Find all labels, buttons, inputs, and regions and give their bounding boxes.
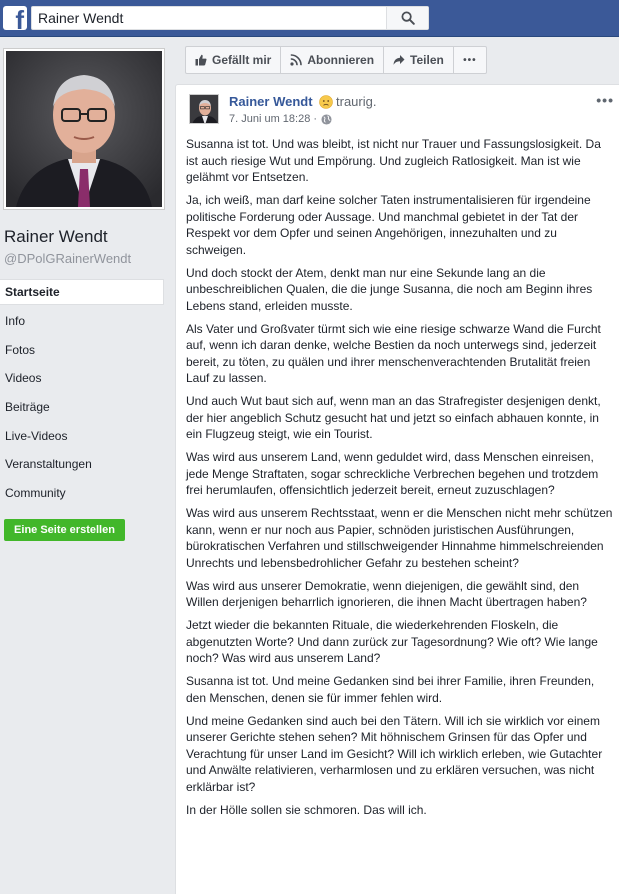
post-card: [175, 84, 619, 894]
share-arrow-icon: [393, 54, 405, 66]
post-paragraph: Susanna ist tot. Und meine Gedanken sind bei ihrer Familie, ihren Freunden, den Menschen, denen sie für immer fehlen wird.: [186, 674, 595, 705]
sidebar-item-veranstaltungen[interactable]: Veranstaltungen: [5, 457, 92, 472]
subscribe-button[interactable]: [280, 46, 384, 74]
post-meta: [229, 113, 332, 125]
profile-photo-image: [6, 51, 162, 207]
post-paragraph: Was wird aus unserem Rechtsstaat, wenn er die Menschen nicht mehr schützen kann, wenn er nur noch aus Papier, schnöden juristischen Ausführungen, bürokratischen Verfahren und stillschweigender Hinnahme himmelschreienden Unrechts und lebensbedrohlicher Gefahr zu bestehen scheint?: [186, 506, 613, 570]
globe-icon[interactable]: [321, 114, 332, 125]
post-paragraph: Susanna ist tot. Und was bleibt, ist nicht nur Trauer und Fassungslosigkeit. Da ist auch riesige Wut und Empörung. Und zugleich Ratlosigkeit. Man ist wie gelähmt vor Entsetzen.: [186, 137, 601, 184]
sidebar-item-live-videos[interactable]: Live-Videos: [5, 428, 68, 443]
facebook-logo-letter: f: [15, 5, 24, 35]
post-paragraph: Und doch stockt der Atem, denkt man nur eine Sekunde lang an die unbeschreiblichen Qualen, die die junge Susanna, die noch am Beginn ihres Lebens stand, erleiden musste.: [186, 265, 593, 313]
search-input[interactable]: [32, 7, 387, 29]
post-author-name[interactable]: Rainer Wendt: [229, 94, 313, 109]
post-paragraph: Was wird aus unserer Demokratie, wenn diejenigen, die gewählt sind, den Willen derjenigen beharrlich ignorieren, die ihnen Macht übertragen haben?: [186, 578, 587, 609]
sidebar-item-startseite[interactable]: Startseite: [0, 279, 164, 305]
sidebar-item-beitraege[interactable]: Beiträge: [5, 400, 50, 415]
post-paragraph: Und meine Gedanken sind auch bei den Tätern. Will ich sie wirklich vor einem unserer Gerichte stehen sehen? Mit höhnischem Grinsen für das Opfer und Verachtung für unser Land im Gesicht? Will ich wirklich erleben, wie Gutachter und Anwälte relativieren, verharmlosen und zu erklären versuchen, was nicht erklärbar ist?: [186, 713, 603, 794]
left-navigation: [0, 279, 164, 508]
post-feeling: [319, 94, 376, 109]
sad-face-icon: [319, 95, 333, 109]
sidebar-item-videos[interactable]: Videos: [5, 371, 42, 386]
search-icon: [401, 11, 415, 25]
post-paragraph: Und auch Wut baut sich auf, wenn man an das Strafregister desjenigen denkt, der hier angeblich Schutz gesucht hat und jetzt so einfach abhauen konnte, in ein Flugzeug steigt, wie ein Tourist.: [186, 394, 601, 441]
post-paragraph: In der Hölle sollen sie schmoren. Das will ich.: [186, 802, 427, 817]
page-action-bar: [185, 46, 486, 74]
like-page-label: Gefällt mir: [212, 53, 272, 67]
feeling-label: traurig.: [336, 94, 377, 109]
facebook-logo-icon[interactable]: [3, 5, 27, 35]
thumbs-up-icon: [195, 54, 207, 66]
post-author-avatar[interactable]: [189, 94, 219, 124]
post-paragraph: Ja, ich weiß, man darf keine solcher Taten instrumentalisieren für irgendeine politische Forderung oder Aussage. Und manchmal gebietet in der Tat der Respekt vor dem Opfer und seinen Angehörigen, innezuhalten und zu schweigen.: [186, 193, 591, 257]
profile-picture[interactable]: [3, 48, 165, 210]
sidebar-item-community[interactable]: Community: [5, 486, 66, 501]
post-paragraph: Was wird aus unserem Land, wenn geduldet wird, dass Menschen einreisen, jede Menge Straftaten, sogar schreckliche Verbrechen begehen und trotzdem frei herumlaufen, offensichtlich jederzeit bereit, erneut zuzuschlagen?: [186, 450, 599, 497]
rss-icon: [290, 54, 302, 66]
more-options-label: •••: [463, 54, 477, 66]
post-body: [186, 136, 614, 825]
search-box: [31, 6, 429, 30]
more-options-button[interactable]: [453, 46, 487, 74]
page-handle[interactable]: @DPolGRainerWendt: [4, 251, 132, 266]
like-page-button[interactable]: [185, 46, 281, 74]
left-column: [0, 37, 175, 894]
create-page-button[interactable]: Eine Seite erstellen: [4, 519, 125, 541]
post-paragraph: Als Vater und Großvater türmt sich wie eine riesige schwarze Wand die Furcht auf, wenn ich daran denke, welche Bestien da noch unterwegs sind, jederzeit bereit, zu töten, zu quälen und ihrer menschenverachtenden Brutalität freien Lauf zu lassen.: [186, 321, 601, 385]
subscribe-label: Abonnieren: [307, 53, 375, 67]
page-name[interactable]: Rainer Wendt: [4, 227, 108, 246]
sidebar-item-fotos[interactable]: Fotos: [5, 342, 36, 357]
share-label: Teilen: [410, 53, 444, 67]
avatar-image: [190, 95, 219, 124]
post-options-button[interactable]: •••: [596, 92, 614, 108]
post-timestamp[interactable]: 7. Juni um 18:28 ·: [229, 113, 318, 125]
share-button[interactable]: [383, 46, 454, 74]
sidebar-item-info[interactable]: Info: [5, 314, 26, 328]
top-navigation-bar: [0, 0, 619, 37]
search-button[interactable]: [386, 7, 428, 29]
post-paragraph: Jetzt wieder die bekannten Rituale, die wiederkehrenden Floskeln, die abgenutzten Worte? Und dann zurück zur Tagesordnung? Wie oft? Wie lange noch? Was wird aus unserem Land?: [186, 618, 598, 665]
